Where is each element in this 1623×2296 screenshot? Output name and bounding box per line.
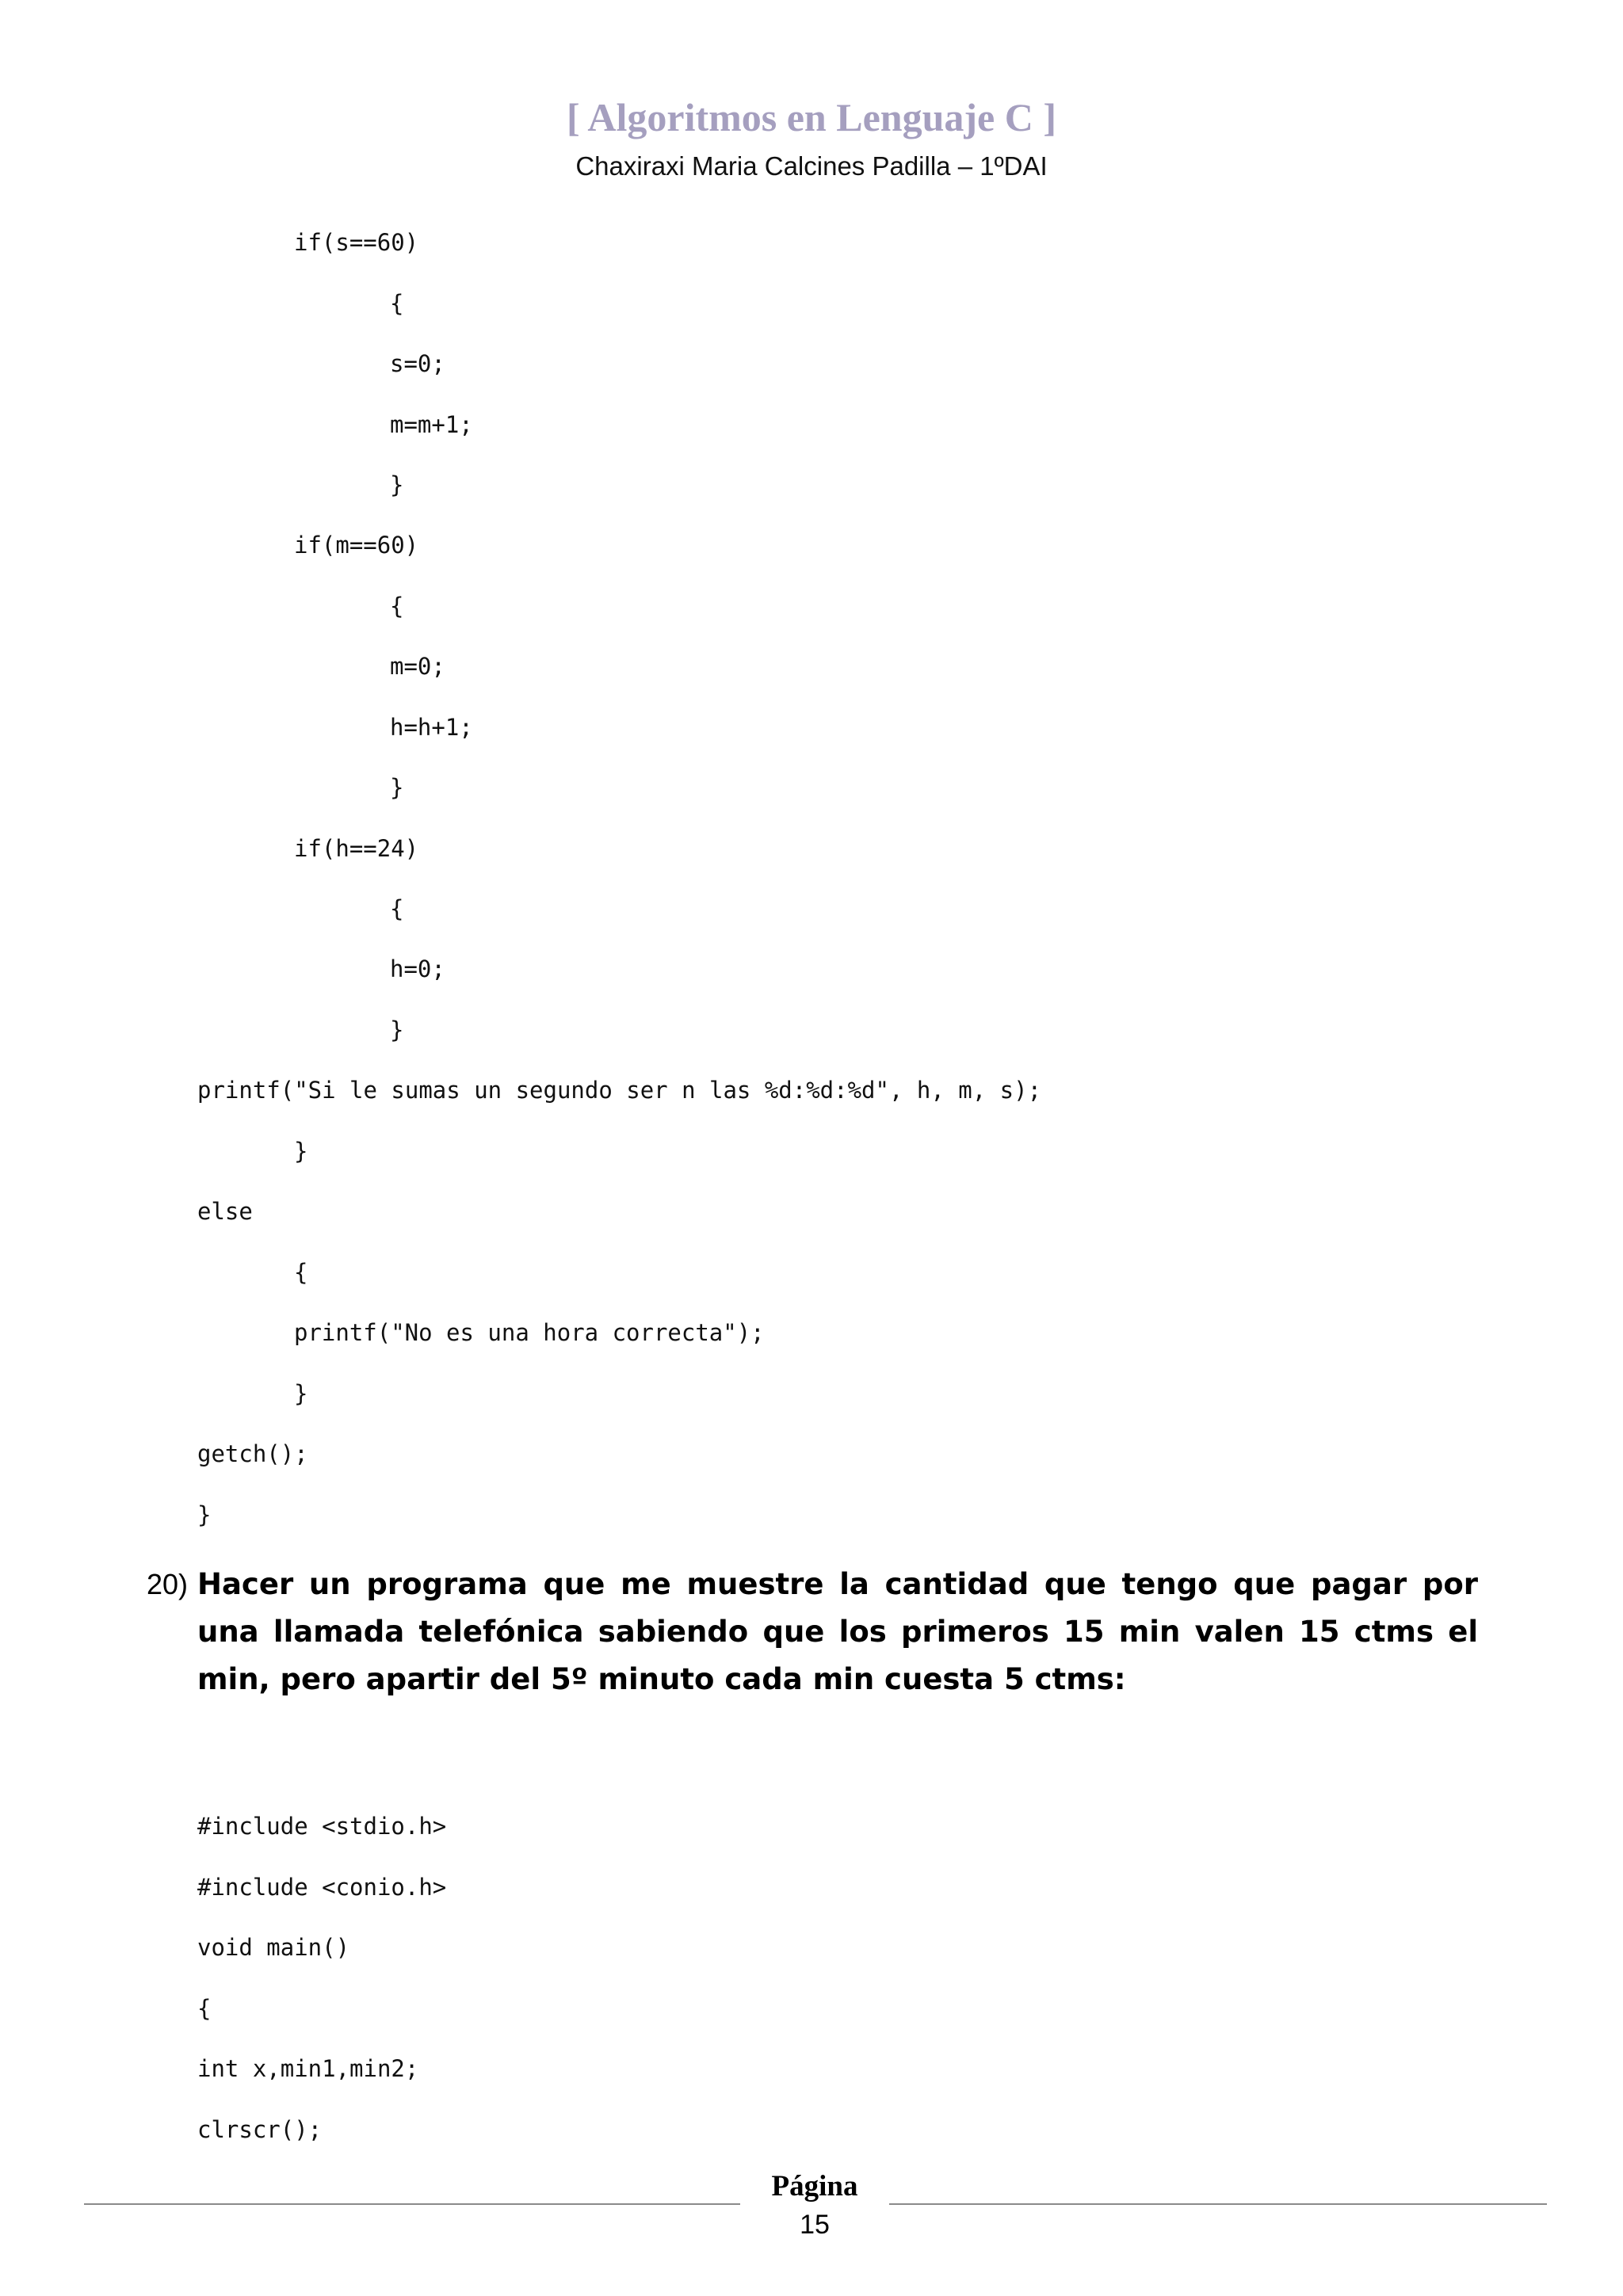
code-line: if(s==60) — [294, 229, 419, 256]
code-line: if(m==60) — [294, 532, 419, 559]
code-line: m=m+1; — [390, 411, 473, 438]
code-line: #include <stdio.h> — [197, 1813, 447, 1840]
exercise-number: 20) — [147, 1568, 189, 1600]
code-line: clrscr(); — [197, 2116, 323, 2143]
code-line: else — [197, 1198, 253, 1225]
code-line: } — [390, 471, 404, 498]
code-line: #include <conio.h> — [197, 1874, 447, 1901]
code-line: getch(); — [197, 1440, 308, 1467]
code-line: h=0; — [390, 955, 445, 982]
code-line: } — [294, 1138, 308, 1165]
code-line: int x,min1,min2; — [197, 2055, 419, 2082]
footer-rule-right — [889, 2203, 1547, 2205]
exercise-statement: Hacer un programa que me muestre la cantidad que tengo que pagar por una llamada telefónica sabiendo que los primeros 15 min valen 15 ctms el min, pero apartir del 5º minuto cada min cuesta 5 ctms: — [197, 1567, 1478, 1696]
code-line: } — [390, 774, 404, 801]
footer-rule-left — [84, 2203, 740, 2205]
code-line: } — [390, 1016, 404, 1043]
code-line: } — [294, 1380, 308, 1407]
code-line: printf("No es una hora correcta"); — [294, 1319, 765, 1346]
page-number: 15 — [800, 2210, 830, 2240]
code-line: void main() — [197, 1934, 350, 1961]
document-title: [ Algoritmos en Lenguaje C ] — [567, 95, 1056, 139]
code-line: { — [197, 1995, 212, 2022]
code-line: { — [390, 895, 404, 922]
code-line: m=0; — [390, 653, 445, 680]
code-line: if(h==24) — [294, 835, 419, 862]
page-label: Página — [771, 2170, 858, 2203]
code-line: { — [294, 1259, 308, 1286]
code-line: printf("Si le sumas un segundo ser n las %d:%d:%d", h, m, s); — [197, 1077, 1042, 1104]
code-line: h=h+1; — [390, 714, 473, 741]
code-line: { — [390, 593, 404, 620]
code-line: s=0; — [390, 350, 445, 377]
author-line: Chaxiraxi Maria Calcines Padilla – 1ºDAI — [575, 151, 1048, 181]
code-line: { — [390, 290, 404, 317]
code-line: } — [197, 1501, 212, 1528]
